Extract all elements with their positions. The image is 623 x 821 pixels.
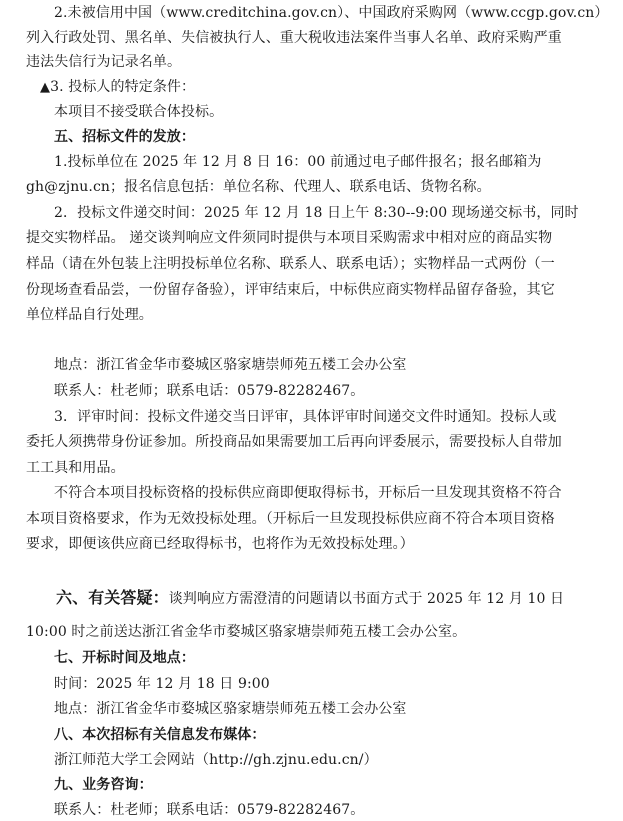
- section-6-line: 10:00 时之前送达浙江省金华市婺城区骆家塘崇师苑五楼工会办公室。: [26, 624, 467, 640]
- opening-time-line: 时间：2025 年 12 月 18 日 9:00: [54, 676, 270, 692]
- contact-line: 联系人：杜老师；联系电话：0579-82282467。: [54, 383, 365, 399]
- submission-time-line: 2．投标文件递交时间：2025 年 12 月 18 日上午 8:30--9:00 现场递交标书，同时: [54, 205, 579, 221]
- section-6-line: 六、有关答疑：谈判响应方需澄清的问题请以书面方式于 2025 年 12 月 10 日: [56, 588, 565, 607]
- review-time-line: 3．评审时间：投标文件递交当日评审，具体评审时间递交文件时通知。投标人或: [54, 409, 557, 425]
- section-7-heading: 七、开标时间及地点：: [54, 650, 195, 666]
- review-time-line: 工工具和用品。: [26, 460, 125, 476]
- location-line: 地点：浙江省金华市婺城区骆家塘崇师苑五楼工会办公室: [54, 357, 407, 373]
- disqualification-line: 本项目资格要求，作为无效投标处理。（开标后一旦发现投标供应商不符合本项目资格: [26, 511, 555, 527]
- submission-time-line: 单位样品自行处理。: [26, 307, 153, 323]
- submission-time-line: 提交实物样品。 递交谈判响应文件须同时提供与本项目采购需求中相对应的商品实物: [26, 230, 553, 246]
- credit-requirement-line: 2.未被信用中国（www.creditchina.gov.cn）、中国政府采购网（www.ccgp.gov.cn）: [54, 5, 609, 21]
- no-consortium-line: 本项目不接受联合体投标。: [54, 104, 224, 120]
- section-6-heading: 六、有关答疑：: [56, 588, 169, 607]
- submission-time-line: 份现场查看品尝，一份留存备验），评审结束后，中标供应商实物样品留存备验，其它: [26, 282, 555, 298]
- review-time-line: 委托人须携带身份证参加。所投商品如果需要加工后再向评委展示，需要投标人自带加: [26, 434, 562, 450]
- submission-time-line: 样品（请在外包装上注明投标单位名称、联系人、联系电话）；实物样品一式两份（一: [26, 256, 555, 272]
- disqualification-line: 不符合本项目投标资格的投标供应商即便取得标书，开标后一旦发现其资格不符合: [54, 485, 562, 501]
- credit-requirement-line: 违法失信行为记录名单。: [26, 54, 182, 70]
- disqualification-line: 要求，即便该供应商已经取得标书，也将作为无效投标处理。）: [26, 536, 414, 552]
- credit-requirement-line: 列入行政处罚、黑名单、失信被执行人、重大税收违法案件当事人名单、政府采购严重: [26, 30, 562, 46]
- consult-contact-line: 联系人：杜老师；联系电话：0579-82282467。: [54, 802, 365, 818]
- registration-line: gh@zjnu.cn；报名信息包括：单位名称、代理人、联系电话、货物名称。: [26, 179, 491, 195]
- section-8-heading: 八、本次招标有关信息发布媒体：: [54, 727, 266, 743]
- special-conditions-line: ▲3. 投标人的特定条件：: [40, 79, 196, 95]
- section-9-heading: 九、业务咨询：: [54, 777, 153, 793]
- registration-line: 1.投标单位在 2025 年 12 月 8 日 16：00 前通过电子邮件报名；报名邮箱为: [54, 154, 542, 170]
- opening-location-line: 地点：浙江省金华市婺城区骆家塘崇师苑五楼工会办公室: [54, 701, 407, 717]
- section-5-heading: 五、招标文件的发放：: [54, 129, 195, 145]
- triangle-mark-icon: ▲: [40, 80, 51, 95]
- media-website-line: 浙江师范大学工会网站（http://gh.zjnu.edu.cn/）: [54, 752, 378, 768]
